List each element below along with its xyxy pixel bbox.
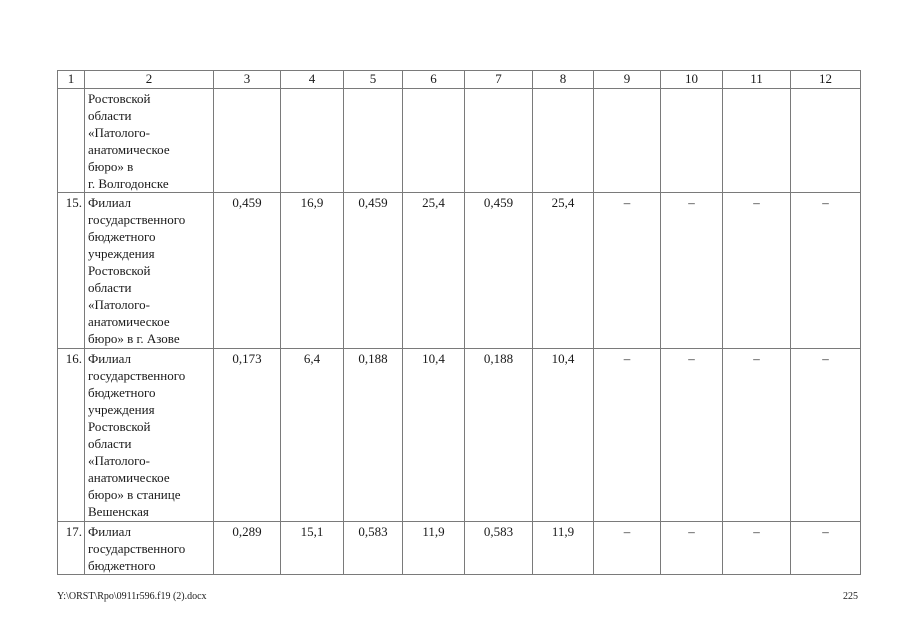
value-cell: [465, 89, 533, 193]
value-cell: 0,459: [344, 193, 403, 349]
value-cell: 0,188: [344, 349, 403, 522]
value-cell: 0,583: [344, 522, 403, 575]
value-cell: [344, 89, 403, 193]
value-cell: –: [594, 349, 661, 522]
value-cell: –: [594, 193, 661, 349]
column-number: 1: [58, 71, 85, 89]
value-cell: [723, 89, 791, 193]
column-number: 4: [281, 71, 344, 89]
value-cell: 0,188: [465, 349, 533, 522]
value-cell: [594, 89, 661, 193]
column-number: 11: [723, 71, 791, 89]
value-cell: –: [723, 349, 791, 522]
value-cell: –: [791, 349, 861, 522]
value-cell: [791, 89, 861, 193]
column-number: 6: [403, 71, 465, 89]
value-cell: –: [723, 522, 791, 575]
row-number: 16.: [58, 349, 85, 522]
row-number: [58, 89, 85, 193]
value-cell: –: [661, 349, 723, 522]
column-number: 7: [465, 71, 533, 89]
value-cell: 6,4: [281, 349, 344, 522]
value-cell: –: [723, 193, 791, 349]
value-cell: 10,4: [403, 349, 465, 522]
row-number: 15.: [58, 193, 85, 349]
value-cell: –: [661, 522, 723, 575]
value-cell: 0,289: [214, 522, 281, 575]
institution-name: Филиал государственного бюджетного учреждения Ростовской области «Патолого- анатомическое бюро» в г. Азове: [85, 193, 214, 349]
column-number: 2: [85, 71, 214, 89]
value-cell: –: [661, 193, 723, 349]
value-cell: [403, 89, 465, 193]
institution-name: Филиал государственного бюджетного: [85, 522, 214, 575]
table-row: [58, 89, 861, 193]
value-cell: 0,583: [465, 522, 533, 575]
value-cell: 10,4: [533, 349, 594, 522]
column-number: 12: [791, 71, 861, 89]
institution-name: Ростовской области «Патолого- анатомическое бюро» в г. Волгодонске: [85, 89, 214, 193]
column-number: 10: [661, 71, 723, 89]
value-cell: 0,173: [214, 349, 281, 522]
value-cell: 11,9: [403, 522, 465, 575]
value-cell: [214, 89, 281, 193]
value-cell: 11,9: [533, 522, 594, 575]
data-table: [57, 70, 861, 575]
table-row: [58, 522, 861, 575]
value-cell: 25,4: [403, 193, 465, 349]
value-cell: –: [791, 193, 861, 349]
institution-name: Филиал государственного бюджетного учреждения Ростовской области «Патолого- анатомическое бюро» в станице Вешенская: [85, 349, 214, 522]
value-cell: [533, 89, 594, 193]
value-cell: 16,9: [281, 193, 344, 349]
value-cell: –: [594, 522, 661, 575]
value-cell: –: [791, 522, 861, 575]
page-number: 225: [843, 591, 858, 602]
value-cell: 0,459: [465, 193, 533, 349]
column-number: 9: [594, 71, 661, 89]
value-cell: [661, 89, 723, 193]
file-path: Y:\ORST\Rpo\0911r596.f19 (2).docx: [57, 591, 207, 602]
table-row: [58, 193, 861, 349]
row-number: 17.: [58, 522, 85, 575]
column-number: 8: [533, 71, 594, 89]
column-number: 5: [344, 71, 403, 89]
table-row: [58, 349, 861, 522]
value-cell: 25,4: [533, 193, 594, 349]
column-number: 3: [214, 71, 281, 89]
value-cell: [281, 89, 344, 193]
column-number-row: [58, 71, 861, 89]
value-cell: 0,459: [214, 193, 281, 349]
value-cell: 15,1: [281, 522, 344, 575]
